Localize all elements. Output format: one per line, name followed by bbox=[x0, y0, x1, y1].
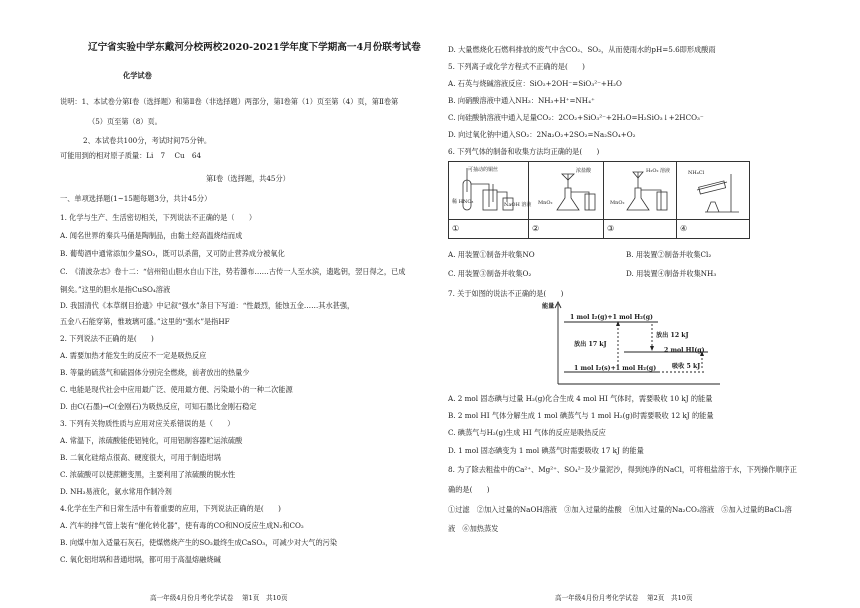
option-line: A. 闻名世界的秦兵马俑是陶制品，由黏土经高温烧结而成 bbox=[60, 231, 243, 240]
option-line: A. 用装置①制备并收集NO bbox=[448, 250, 535, 259]
option-line: D. 1 mol 固态碘变为 1 mol 碘蒸气时需要吸收 17 kJ 的能量 bbox=[448, 446, 644, 455]
option-line: A. 石英与烧碱溶液反应：SiO₂+2OH⁻=SiO₃²⁻+H₂O bbox=[448, 79, 622, 88]
exam-title: 辽宁省实验中学东戴河分校两校2020-2021学年度下学期高一4月份联考试卷 bbox=[88, 42, 421, 53]
option-line: C. 氧化铝坩埚和普通坩埚，都可用于高温熔融烧碱 bbox=[60, 555, 221, 564]
level-bottom-label: 1 mol I₂(s)+1 mol H₂(g) bbox=[574, 365, 657, 372]
release-12-label: 放出 12 kJ bbox=[656, 332, 689, 339]
option-line: B. 葡萄酒中通常添加少量SO₂，既可以杀菌，又可防止营养成分被氧化 bbox=[60, 249, 285, 258]
option-line: A. 2 mol 固态碘与过量 H₂(g)化合生成 4 mol HI 气体时，需要吸收 10 kJ 的能量 bbox=[448, 394, 713, 403]
atomic-mass-line: 可能用到的相对原子质量：Li 7 Cu 64 bbox=[60, 151, 202, 160]
question-line: 4.化学在生产和日常生活中有着重要的应用，下列说法正确的是( ) bbox=[60, 504, 281, 513]
label-mno2: MnO₂ bbox=[610, 200, 625, 206]
label-nh4cl: NH₄Cl bbox=[688, 170, 705, 176]
option-line: B. 向硝酸溶液中通入NH₃：NH₃+H⁺=NH₄⁺ bbox=[448, 96, 595, 105]
option-line: D. 我国清代《本草纲目拾遗》中记叙“强水”条目下写道：“性最烈，能蚀五金……其水甚强， bbox=[60, 301, 355, 310]
apparatus-number: ① bbox=[452, 224, 460, 233]
option-line: D. NH₃易液化，氨水常用作制冷剂 bbox=[60, 487, 172, 496]
question-line: 确的是( ) bbox=[448, 485, 490, 494]
energy-axis-label: 能量 bbox=[542, 303, 555, 310]
label-naoh: NaOH 溶液 bbox=[504, 202, 532, 208]
level-mid-label: 2 mol HI(g) bbox=[664, 347, 705, 354]
option-line: A. 需要加热才能发生的反应不一定是吸热反应 bbox=[60, 351, 207, 360]
release-17-label: 放出 17 kJ bbox=[574, 341, 607, 348]
option-line: B. 用装置②制备并收集Cl₂ bbox=[626, 250, 712, 259]
note-line: 说明：1、本试卷分第Ⅰ卷（选择题）和第Ⅱ卷（非选择题）两部分，第Ⅰ卷第（1）页至第（4）页，第Ⅱ卷第 bbox=[60, 97, 399, 106]
apparatus-number: ④ bbox=[680, 224, 688, 233]
option-line: A. 汽车的排气管上装有“催化转化器”，使有毒的CO和NO反应生成N₂和CO₂ bbox=[60, 521, 304, 530]
option-line: D. 由C(石墨)→C(金刚石)为吸热反应，可知石墨比金刚石稳定 bbox=[60, 402, 257, 411]
option-line: B. 二氧化硅熔点很高、硬度很大，可用于制造坩埚 bbox=[60, 453, 221, 462]
option-line: C. 电能是现代社会中应用最广泛、使用最方便、污染最小的一种二次能源 bbox=[60, 385, 293, 394]
subject-title: 化学试卷 bbox=[123, 71, 152, 80]
note-line: （5）页至第（8）页。 bbox=[88, 117, 162, 126]
label-hno3: 稀 HNO₃ bbox=[452, 199, 474, 205]
option-line: 铜矣。”这里的胆水是指CuSO₄溶液 bbox=[60, 285, 171, 294]
apparatus-number: ③ bbox=[607, 224, 615, 233]
option-line: B. 2 mol HI 气体分解生成 1 mol 碘蒸气与 1 mol H₂(g)时需要吸收 12 kJ 的能量 bbox=[448, 411, 714, 420]
label-conc-hcl: 浓盐酸 bbox=[576, 168, 592, 174]
option-line: D. 用装置④制备并收集NH₃ bbox=[626, 269, 717, 278]
option-line: B. 向煤中加入适量石灰石，使煤燃烧产生的SO₂最终生成CaSO₃，可减少对大气的污染 bbox=[60, 538, 338, 547]
label-cu-wire: 可抽动的铜丝 bbox=[468, 167, 499, 173]
apparatus-number: ② bbox=[532, 224, 540, 233]
page-2-footer: 高一年级4月份月考化学试卷 第2页 共10页 bbox=[555, 594, 693, 602]
absorb-5-label: 吸收 5 kJ bbox=[672, 363, 701, 370]
option-line: ①过滤 ②加入过量的NaOH溶液 ③加入过量的盐酸 ④加入过量的Na₂CO₃溶液 ⑤加入过量的BaCl₂溶 bbox=[448, 505, 792, 514]
option-line: D. 大量燃烧化石燃料排放的废气中含CO₂、SO₂，从而使雨水的pH=5.6即形成酸雨 bbox=[448, 45, 716, 54]
option-line: B. 等量的硫蒸气和硫固体分别完全燃烧，前者放出的热量少 bbox=[60, 368, 250, 377]
question-line: 7. 关于如图的说法不正确的是( ) bbox=[448, 289, 564, 298]
option-line: C. 用装置③制备并收集O₂ bbox=[448, 269, 532, 278]
question-line: 8. 为了除去粗盐中的Ca²⁺、Mg²⁺、SO₄²⁻及少量泥沙，得到纯净的NaCl，可将粗盐溶于水，下列操作顺序正 bbox=[448, 465, 797, 474]
option-line: A. 常温下，浓硫酸能使铝钝化，可用铝制容器贮运浓硫酸 bbox=[60, 436, 243, 445]
note-line: 2、本试卷共100分，考试时间75分钟。 bbox=[83, 136, 212, 145]
option-line: C. 碘蒸气与H₂(g)生成 HI 气体的反应是吸热反应 bbox=[448, 428, 606, 437]
option-line: 五金八石能穿第，惟玻璃可盛。”这里的“强水”是指HF bbox=[60, 317, 230, 326]
option-line: C. 浓硫酸可以使蔗糖变黑，主要利用了浓硫酸的脱水性 bbox=[60, 470, 236, 479]
question-line: 6. 下列气体的制备和收集方法均正确的是( ) bbox=[448, 147, 600, 156]
option-line: C. 向硅酸钠溶液中通入足量CO₂：2CO₂+SiO₃²⁻+2H₂O=H₂SiO₃↓+2HCO₃⁻ bbox=[448, 113, 704, 122]
table-divider bbox=[448, 219, 749, 220]
option-line: C. 《清波杂志》卷十二：“信州铅山胆水自山下注，势若瀑布……古传一人至水滨，遗匙钥，翌日得之，已成 bbox=[60, 267, 406, 276]
option-line: 液 ⑥加热蒸发 bbox=[448, 524, 499, 533]
question-line: 5. 下列离子或化学方程式不正确的是( ) bbox=[448, 62, 585, 71]
question-line: 2. 下列说法不正确的是( ) bbox=[60, 334, 154, 343]
level-top-label: 1 mol I₂(g)+1 mol H₂(g) bbox=[570, 314, 653, 321]
label-h2o2: H₂O₂ 溶液 bbox=[646, 168, 671, 174]
question-line: 1. 化学与生产、生活密切相关，下列说法不正确的是（ ） bbox=[60, 213, 257, 222]
option-line: D. 向过氧化钠中通入SO₂：2Na₂O₂+2SO₂=Na₂SO₄+O₂ bbox=[448, 130, 636, 139]
question-line: 3. 下列有关物质性质与应用对应关系错误的是（ ） bbox=[60, 419, 235, 428]
page-1-footer: 高一年级4月份月考化学试卷 第1页 共10页 bbox=[150, 594, 288, 602]
section-intro: 一、单项选择题(1~15题每题3分，共计45分） bbox=[60, 194, 212, 203]
section-title: 第Ⅰ卷（选择题，共45分） bbox=[206, 174, 290, 183]
label-mno2: MnO₂ bbox=[538, 200, 553, 206]
